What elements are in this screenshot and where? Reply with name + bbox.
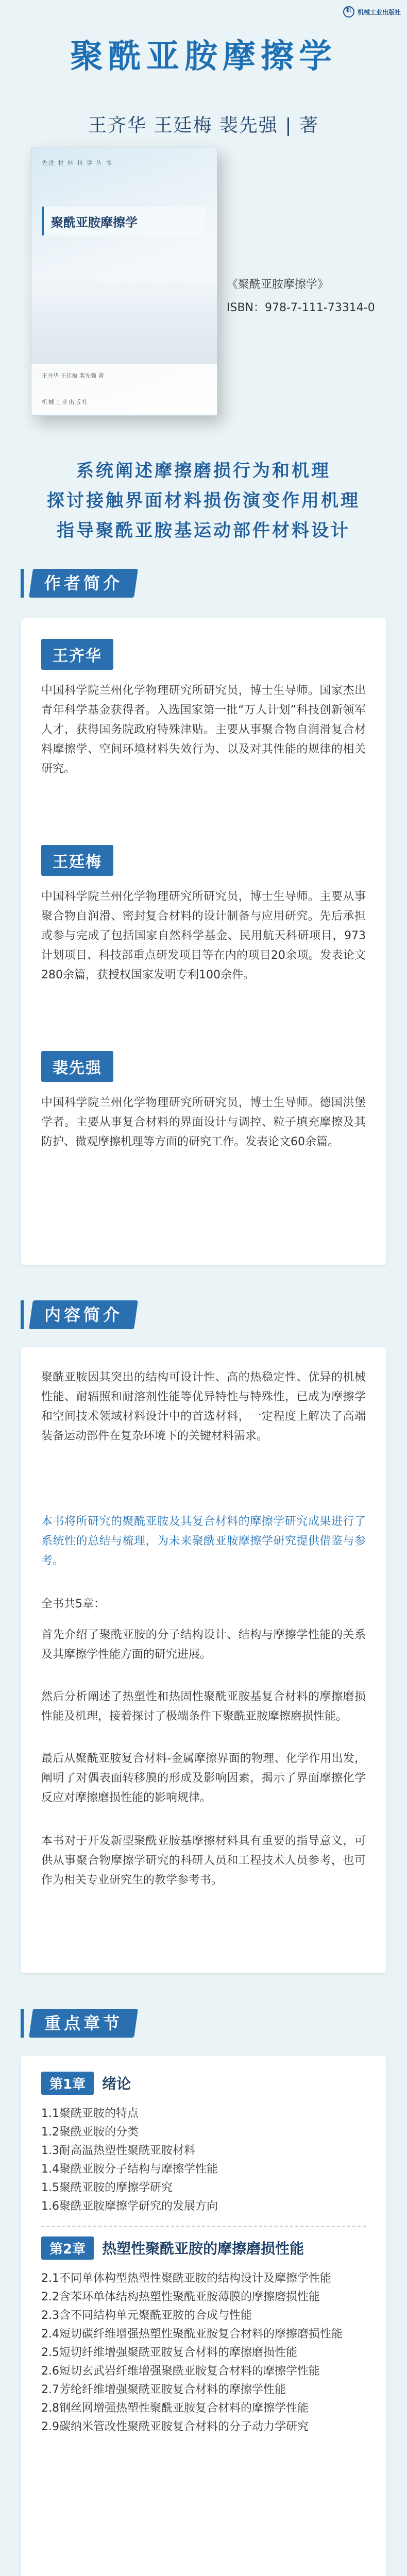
chapter-item: 2.6短切玄武岩纤维增强聚酰亚胺复合材料的摩擦学性能 (41, 2365, 320, 2378)
author-bio: 中国科学院兰州化学物理研究所研究员，博士生导师。国家杰出青年科学基金获得者。入选国家第一批“万人计划”科技创新领军人才，获得国务院政府特殊津贴。主要从事聚合物自润滑复合材料摩擦学、空间环境材料失效行为、以及对其性能的规律的相关研究。 (41, 684, 366, 775)
intro-paragraph: 首先介绍了聚酰亚胺的分子结构设计、结构与摩擦学性能的关系及其摩擦学性能方面的研究进展。 (41, 1629, 366, 1661)
intro-paragraph: 本书将所研究的聚酰亚胺及其复合材料的摩擦学研究成果进行了系统性的总结与梳理，为未来聚酰亚胺摩擦学研究提供借鉴与参考。 (41, 1515, 366, 1567)
slogan (0, 456, 407, 546)
heading-bar (21, 2009, 24, 2038)
intro-paragraph: 聚酰亚胺因其突出的结构可设计性、高的热稳定性、优异的机械性能、耐辐照和耐溶剂性能等优异特性与特殊性，已成为摩擦学和空间技术领域材料设计中的首选材料，一定程度上解决了高端装备运动部件在复杂环境下的关键材料需求。 (41, 1371, 366, 1443)
book-meta (227, 276, 392, 315)
intro-paragraph: 然后分析阐述了热塑性和热固性聚酰亚胺基复合材料的摩擦磨损性能及机理，接着探讨了极端条件下聚酰亚胺摩擦磨损性能。 (41, 1690, 366, 1723)
chapter-item: 1.6聚酰亚胺摩擦学研究的发展方向 (41, 2200, 218, 2213)
chapter-item: 1.2聚酰亚胺的分类 (41, 2126, 139, 2139)
chapter-item: 2.3含不同结构单元聚酰亚胺的合成与性能 (41, 2309, 252, 2322)
author-card (21, 618, 386, 1265)
intro-paragraph: 全书共5章： (41, 1598, 105, 1611)
author-name: 王廷梅 (41, 845, 113, 876)
chapter-title: 绪论 (102, 2075, 131, 2092)
book-authors: 王齐华 王廷梅 裴先强 | 著 (88, 115, 319, 136)
chapter-item: 2.1不同单体构型热塑性聚酰亚胺的结构设计及摩擦学性能 (41, 2272, 331, 2285)
publisher-logo[interactable] (343, 6, 401, 18)
intro-paragraph: 最后从聚酰亚胺复合材料-金属摩擦界面的物理、化学作用出发，阐明了对偶表面转移膜的形成及影响因素，揭示了界面摩擦化学反应对摩擦磨损性能的影响规律。 (41, 1752, 366, 1804)
chapter-heading (41, 2236, 304, 2260)
author-bio: 中国科学院兰州化学物理研究所研究员，博士生导师。德国洪堡学者。主要从事复合材料的界面设计与调控、粒子填充摩擦及其防护、微观摩擦机理等方面的研究工作。发表论文60余篇。 (41, 1096, 366, 1148)
chapters-section-heading (21, 2004, 136, 2042)
chapters-card (21, 2056, 386, 2576)
chapter-item: 2.8钢丝网增强热塑性聚酰亚胺复合材料的摩擦学性能 (41, 2402, 309, 2415)
chapter-number: 第1章 (41, 2072, 94, 2095)
chapter-item: 1.1聚酰亚胺的特点 (41, 2107, 139, 2120)
chapter-item: 2.2含苯环单体结构热塑性聚酰亚胺薄膜的摩擦磨损性能 (41, 2291, 320, 2303)
chapter-item: 2.9碳纳米管改性聚酰亚胺复合材料的分子动力学研究 (41, 2420, 309, 2433)
heading-label: 重点章节 (29, 2009, 138, 2038)
book-cover-authors: 王齐华 王廷梅 裴先强 著 (42, 372, 104, 379)
book-cover-publisher: 机械工业出版社 (42, 399, 89, 405)
author-bio: 中国科学院兰州化学物理研究所研究员，博士生导师。主要从事聚合物自润滑、密封复合材料的设计制备与应用研究。先后承担或参与完成了包括国家自然科学基金、民用航天科研项目，973计划项目、科技部重点研发项目等在内的项目20余项。发表论文280余篇，获授权国家发明专利100余件。 (41, 890, 366, 981)
chapter-item: 2.4短切碳纤维增强热塑性聚酰亚胺复合材料的摩擦磨损性能 (41, 2328, 343, 2341)
book-cover (31, 147, 217, 416)
heading-label: 作者简介 (29, 569, 138, 598)
chapter-item: 2.5短切纤维增强聚酰亚胺复合材料的摩擦磨损性能 (41, 2346, 297, 2359)
book-isbn: ISBN：978-7-111-73314-0 (227, 301, 375, 314)
author-entry (41, 1051, 366, 1152)
chapter-items (41, 2269, 366, 2436)
publisher-logo-mark: 机 (343, 6, 354, 18)
heading-bar (21, 569, 24, 598)
heading-label: 内容简介 (29, 1300, 138, 1329)
intro-card (21, 1347, 386, 1973)
slogan-line: 系统阐述摩擦磨损行为和机理 (76, 461, 331, 481)
chapter-item: 1.4聚酰亚胺分子结构与摩擦学性能 (41, 2163, 218, 2176)
chapter-item: 2.7芳纶纤维增强聚酰亚胺复合材料的摩擦学性能 (41, 2383, 286, 2396)
author-name: 裴先强 (41, 1051, 113, 1082)
author-name: 王齐华 (41, 639, 113, 670)
author-entry (41, 845, 366, 985)
book-cover-title: 聚酰亚胺摩擦学 (42, 207, 206, 235)
chapter-divider (41, 2226, 366, 2227)
author-entry (41, 639, 366, 779)
chapter-items (41, 2105, 366, 2216)
book-cover-series: 先进 材 料 科 学 丛 书 (42, 160, 112, 166)
publisher-logo-text: 机械工业出版社 (357, 8, 401, 16)
author-section-heading (21, 564, 136, 602)
heading-bar (21, 1300, 24, 1329)
slogan-line: 指导聚酰亚胺基运动部件材料设计 (57, 520, 350, 541)
chapter-number: 第2章 (41, 2236, 94, 2260)
book-main-title: 聚酰亚胺摩擦学 (70, 38, 337, 76)
chapter-title: 热塑性聚酰亚胺的摩擦磨损性能 (102, 2240, 304, 2257)
chapter-item: 1.5聚酰亚胺的摩擦学研究 (41, 2181, 173, 2194)
intro-paragraph: 本书对于开发新型聚酰亚胺基摩擦材料具有重要的指导意义，可供从事聚合物摩擦学研究的科研人员和工程技术人员参考，也可作为相关专业研究生的教学参考书。 (41, 1835, 366, 1887)
slogan-line: 探讨接触界面材料损伤演变作用机理 (47, 490, 360, 511)
intro-section-heading (21, 1296, 136, 1334)
chapter-item: 1.3耐高温热塑性聚酰亚胺材料 (41, 2144, 195, 2157)
book-meta-title: 《聚酰亚胺摩擦学》 (227, 278, 329, 291)
book-cover-image (31, 281, 217, 364)
chapter-heading (41, 2071, 131, 2095)
